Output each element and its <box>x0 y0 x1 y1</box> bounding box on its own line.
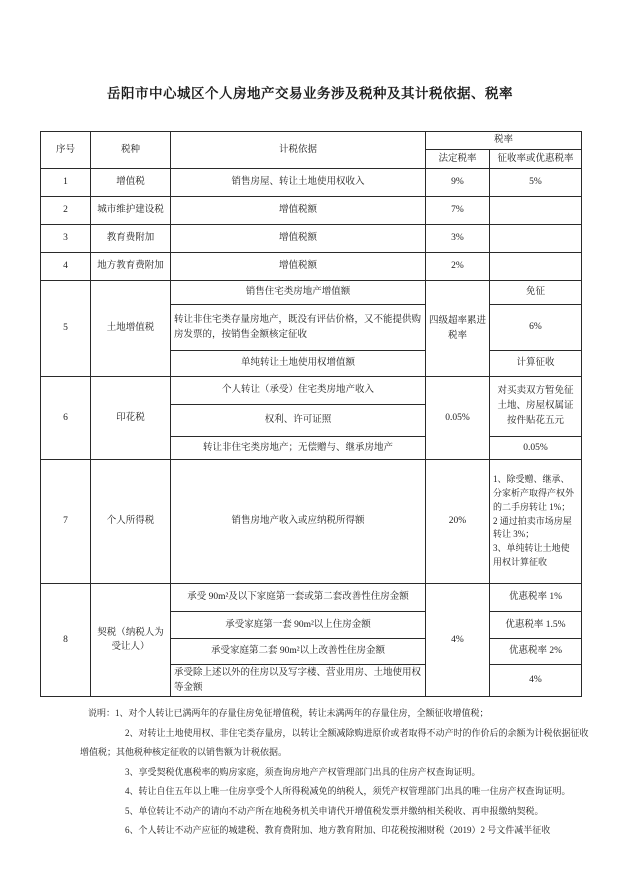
cell-basis: 承受除上述以外的住房以及写字楼、营业用房、土地使用权等金额 <box>171 665 426 697</box>
cell-statutory-rate: 4% <box>426 584 490 697</box>
cell-basis: 销售房地产收入或应纳税所得额 <box>171 460 426 584</box>
cell-seq: 3 <box>41 225 91 253</box>
note-item: 6、个人转让不动产应征的城建税、教育费附加、地方教育附加、印花税按湘财税（2019）2 号文件减半征收 <box>125 825 551 836</box>
cell-basis: 销售住宅类房地产增值额 <box>171 281 426 305</box>
cell-basis: 增值税额 <box>171 197 426 225</box>
note-item: 3、享受契税优惠税率的购房家庭，须查询房地产产权管理部门出具的住房产权查询证明。 <box>125 766 481 777</box>
cell-seq: 5 <box>41 281 91 377</box>
tax-table <box>40 131 582 697</box>
header-levy-rate: 征收率或优惠税率 <box>490 150 582 169</box>
cell-levy-rate <box>490 460 582 584</box>
cell-seq: 4 <box>41 253 91 281</box>
table-row <box>41 377 582 405</box>
cell-levy-rate <box>490 377 582 437</box>
header-seq: 序号 <box>41 132 91 169</box>
cell-tax-name: 土地增值税 <box>91 281 171 377</box>
table-row <box>41 460 582 584</box>
cell-basis: 承受家庭第二套 90m²以上改善性住房金额 <box>171 639 426 665</box>
cell-levy-rate: 5% <box>490 169 582 197</box>
cell-basis: 增值税额 <box>171 253 426 281</box>
cell-seq: 1 <box>41 169 91 197</box>
cell-tax-name: 城市维护建设税 <box>91 197 171 225</box>
cell-tax-name: 教育费附加 <box>91 225 171 253</box>
cell-basis: 权利、许可证照 <box>171 405 426 437</box>
cell-statutory-rate: 9% <box>426 169 490 197</box>
cell-basis: 承受 90m²及以下家庭第一套或第二套改善性住房金额 <box>171 584 426 612</box>
cell-levy-rate <box>490 197 582 225</box>
table-row <box>41 281 582 305</box>
notes-section <box>80 704 592 841</box>
cell-seq: 8 <box>41 584 91 697</box>
table-row <box>41 225 582 253</box>
note-item: 说明：1、对个人转让已满两年的存量住房免征增值税，转让未满两年的存量住房，全额征收增值税； <box>88 708 489 719</box>
cell-levy-rate: 优惠税率 1% <box>490 584 582 612</box>
header-tax-basis: 计税依据 <box>171 132 426 169</box>
table-row <box>41 169 582 197</box>
cell-basis: 增值税额 <box>171 225 426 253</box>
cell-statutory-rate: 2% <box>426 253 490 281</box>
cell-tax-name: 增值税 <box>91 169 171 197</box>
header-rate-group: 税率 <box>426 132 582 150</box>
cell-statutory-rate: 20% <box>426 460 490 584</box>
cell-statutory-rate: 四级超率累进税率 <box>426 281 490 377</box>
header-tax-type: 税种 <box>91 132 171 169</box>
table-header-row-1 <box>41 132 582 150</box>
cell-seq: 7 <box>41 460 91 584</box>
levy-note-line: 土地、房屋权属证按件贴花五元 <box>497 401 574 426</box>
levy-note-line: 2 通过拍卖市场房屋转让 3%； <box>493 515 572 540</box>
cell-tax-name: 地方教育费附加 <box>91 253 171 281</box>
cell-levy-rate <box>490 253 582 281</box>
levy-note-line: 3、单纯转让土地使用权计算征收 <box>493 543 570 568</box>
table-row <box>41 197 582 225</box>
levy-note-line: 1、除受赠、继承、分家析产取得产权外的二手房转让 1%； <box>493 473 575 512</box>
cell-statutory-rate: 7% <box>426 197 490 225</box>
cell-basis: 销售房屋、转让土地使用权收入 <box>171 169 426 197</box>
cell-tax-name: 印花税 <box>91 377 171 460</box>
table-row <box>41 584 582 612</box>
cell-tax-name: 契税（纳税人为受让人） <box>91 584 171 697</box>
cell-levy-rate: 优惠税率 1.5% <box>490 612 582 639</box>
cell-basis: 转让非住宅类存量房地产，既没有评估价格，又不能提供购房发票的，按销售金额核定征收 <box>171 305 426 351</box>
cell-basis: 单纯转让土地使用权增值额 <box>171 351 426 377</box>
cell-basis: 承受家庭第一套 90m²以上住房金额 <box>171 612 426 639</box>
cell-levy-rate: 6% <box>490 305 582 351</box>
cell-levy-rate: 4% <box>490 665 582 697</box>
cell-seq: 2 <box>41 197 91 225</box>
cell-levy-rate <box>490 225 582 253</box>
table-row <box>41 253 582 281</box>
cell-seq: 6 <box>41 377 91 460</box>
note-item: 2、对转让土地使用权、非住宅类存量房，以转让全额减除购进原价或者取得不动产时的作价后的余额为计税依据征收增值税；其他税种核定征收的以销售额为计税依据。 <box>80 727 589 758</box>
cell-basis: 转让非住宅类房地产；无偿赠与、继承房地产 <box>171 437 426 460</box>
header-statutory-rate: 法定税率 <box>426 150 490 169</box>
levy-note-line: 对买卖双方暂免征 <box>497 386 574 397</box>
cell-levy-rate: 计算征收 <box>490 351 582 377</box>
cell-statutory-rate: 3% <box>426 225 490 253</box>
page-title: 岳阳市中心城区个人房地产交易业务涉及税种及其计税依据、税率 <box>107 86 513 101</box>
cell-basis: 个人转让（承受）住宅类房地产收入 <box>171 377 426 405</box>
cell-statutory-rate: 0.05% <box>426 377 490 460</box>
cell-levy-rate: 0.05% <box>490 437 582 460</box>
cell-levy-rate: 优惠税率 2% <box>490 639 582 665</box>
note-item: 5、单位转让不动产的请向不动产所在地税务机关申请代开增值税发票并缴纳相关税收、再申报缴纳契税。 <box>125 805 544 816</box>
cell-tax-name: 个人所得税 <box>91 460 171 584</box>
note-item: 4、转让自住五年以上唯一住房享受个人所得税减免的纳税人，须凭产权管理部门出具的唯一住房产权查询证明。 <box>125 786 571 797</box>
cell-levy-rate: 免征 <box>490 281 582 305</box>
